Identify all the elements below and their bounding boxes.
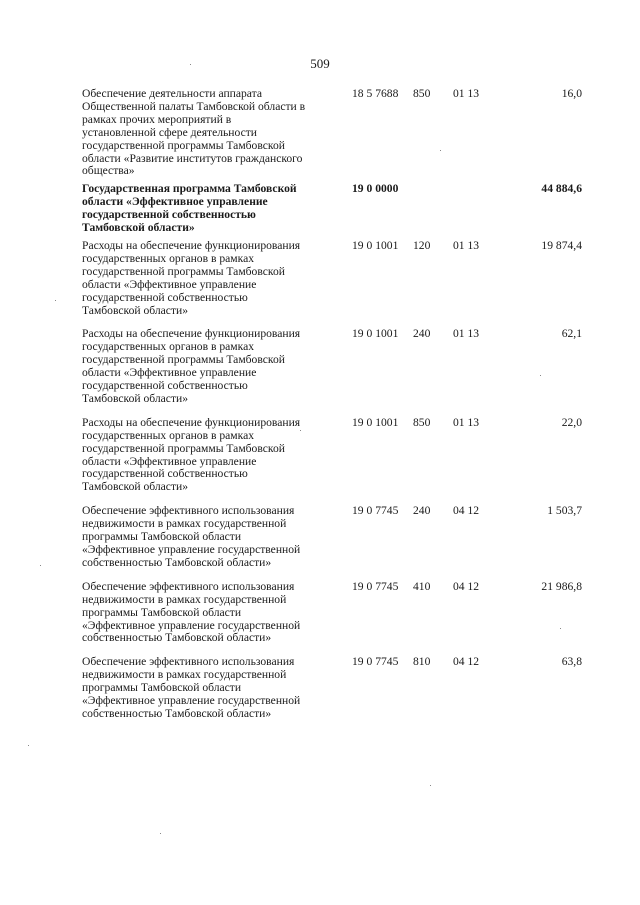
target-code: 19 0 7745 <box>352 655 399 669</box>
scan-speck <box>560 628 561 629</box>
target-code: 19 0 7745 <box>352 579 399 593</box>
section-code: 01 13 <box>453 415 480 429</box>
page-number: 509 <box>310 56 330 71</box>
table-row <box>82 581 582 646</box>
target-code: 19 0 0000 <box>352 182 399 196</box>
section-code: 04 12 <box>453 504 480 518</box>
amount: 19 874,4 <box>541 238 582 252</box>
table-row <box>82 88 582 178</box>
amount: 63,8 <box>561 655 582 669</box>
row-description: Государственная программа Тамбовской области «Эффективное управление государственной собственностью Тамбовской области» <box>82 182 297 235</box>
table-row <box>82 656 582 721</box>
section-code: 04 12 <box>453 579 480 593</box>
expense-type: 810 <box>413 655 431 669</box>
expense-type: 850 <box>413 87 431 100</box>
section-code: 01 13 <box>453 327 480 341</box>
expense-type: 240 <box>413 504 431 518</box>
scan-speck <box>28 745 29 746</box>
scan-speck <box>300 430 301 431</box>
target-code: 18 5 7688 <box>352 87 399 100</box>
expense-type: 850 <box>413 415 431 429</box>
row-description: Расходы на обеспечение функционирования государственных органов в рамках государственной программы Тамбовской области «Эффективное управление государственной собственностью Тамбовской области» <box>82 415 301 494</box>
amount: 21 986,8 <box>541 579 582 593</box>
section-code: 04 12 <box>453 655 480 669</box>
expense-type: 120 <box>413 238 431 252</box>
target-code: 19 0 7745 <box>352 504 399 518</box>
table-row <box>82 183 582 235</box>
target-code: 19 0 1001 <box>352 415 399 429</box>
row-description: Обеспечение эффективного использования недвижимости в рамках государственной программы Тамбовской области «Эффективное управление государственной собственностью Тамбовской области» <box>82 579 301 645</box>
scan-speck <box>55 300 56 301</box>
target-code: 19 0 1001 <box>352 327 399 341</box>
scan-speck <box>540 375 541 376</box>
table-row <box>82 417 582 494</box>
scan-speck <box>190 64 191 65</box>
section-code: 01 13 <box>453 238 480 252</box>
amount: 62,1 <box>561 327 582 341</box>
table-row <box>82 505 582 570</box>
amount: 44 884,6 <box>541 182 582 196</box>
row-description: Обеспечение эффективного использования недвижимости в рамках государственной программы Тамбовской области «Эффективное управление государственной собственностью Тамбовской области» <box>82 504 301 569</box>
scan-speck <box>440 150 441 151</box>
amount: 22,0 <box>561 415 582 429</box>
section-code: 01 13 <box>453 87 480 100</box>
amount: 1 503,7 <box>547 504 582 518</box>
table-row <box>82 240 582 317</box>
scan-speck <box>160 833 161 834</box>
row-description: Обеспечение деятельности аппарата Общественной палаты Тамбовской области в рамках прочих мероприятий в установленной сфере деятельности государственной программы Тамбовской области «Развитие институтов гражданского общества» <box>82 87 306 178</box>
row-description: Обеспечение эффективного использования недвижимости в рамках государственной программы Тамбовской области «Эффективное управление государственной собственностью Тамбовской области» <box>82 655 301 720</box>
scan-speck <box>430 785 431 786</box>
row-description: Расходы на обеспечение функционирования государственных органов в рамках государственной программы Тамбовской области «Эффективное управление государственной собственностью Тамбовской области» <box>82 327 301 405</box>
expense-type: 240 <box>413 327 431 341</box>
scan-speck <box>40 565 41 566</box>
target-code: 19 0 1001 <box>352 238 399 252</box>
table-row <box>82 328 582 405</box>
amount: 16,0 <box>561 87 582 100</box>
budget-table <box>82 88 582 721</box>
row-description: Расходы на обеспечение функционирования государственных органов в рамках государственной программы Тамбовской области «Эффективное управление государственной собственностью Тамбовской области» <box>82 238 301 317</box>
expense-type: 410 <box>413 579 431 593</box>
